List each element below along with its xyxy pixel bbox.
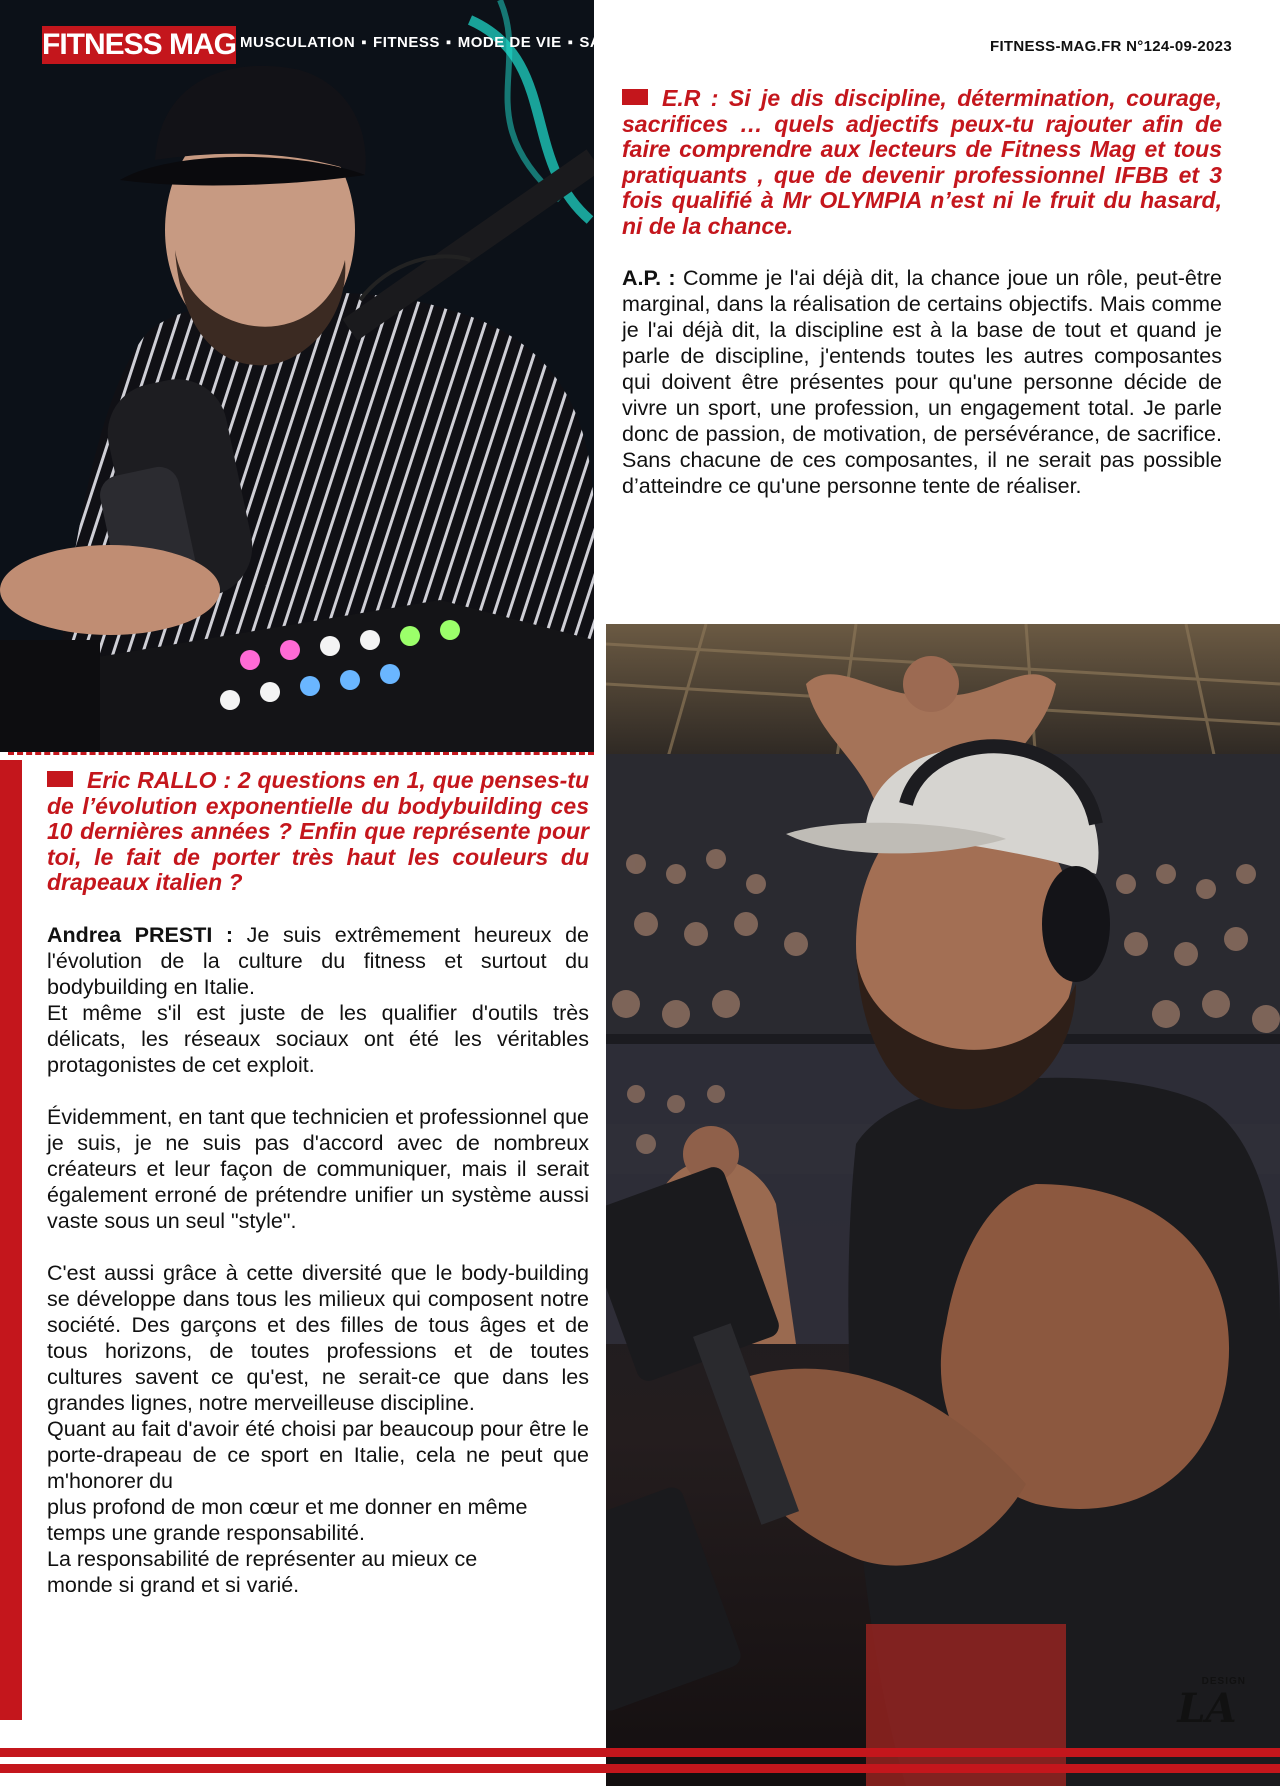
answer-text: Je suis extrêmement heureux de l'évolution de la culture du fitness et surtout du bodybuilding en Italie. xyxy=(47,922,589,999)
answer-paragraph-5c: La responsabilité de représenter au mieux ce monde si grand et si varié. xyxy=(47,1546,478,1597)
answer-paragraph-4: C'est aussi grâce à cette diversité que le body-building se développe dans tous les milieux qui composent notre société. Des garçons et des filles de tous âges et de tous horizons, de toutes professions et de toutes cultures savent ce qu'est, ne serait-ce que dans les grandes lignes, notre merveilleuse discipline. xyxy=(47,1260,589,1415)
interview-right-column xyxy=(622,86,1222,499)
answer-discipline xyxy=(622,265,1222,499)
left-accent-bar xyxy=(0,760,22,1720)
design-logo xyxy=(1168,1676,1246,1736)
bodybuilder-illustration xyxy=(606,624,1280,1786)
question-bullet-icon xyxy=(47,771,73,787)
interview-left-column xyxy=(47,768,589,1598)
answer-label: Andrea PRESTI : xyxy=(47,922,234,947)
nav-separator: ▪ xyxy=(567,34,574,51)
nav-separator: ▪ xyxy=(741,34,748,51)
nav-item-sante[interactable]: SANTÉ xyxy=(579,34,633,51)
question-bullet-icon xyxy=(622,89,648,105)
question-text: Eric RALLO : 2 questions en 1, que penses-tu de l’évolution exponentielle du bodybuilding ces 10 dernières années ? Enfin que représente pour toi, le fait de porter très haut les couleurs du drapeaux italien ? xyxy=(47,767,589,895)
question-discipline xyxy=(622,86,1222,239)
nav-item-mode-de-vie[interactable]: MODE DE VIE xyxy=(457,34,562,51)
photo-podcast-interview xyxy=(0,0,594,752)
question-text: E.R : Si je dis discipline, détermination, courage, sacrifices … quels adjectifs peux-tu rajouter afin de faire comprendre aux lecteurs de Fitness Mag et tous pratiquants , que de devenir professionnel IFBB et 3 fois qualifié à Mr OLYMPIA n’est ni le fruit du hasard, ni de la chance. xyxy=(622,85,1222,239)
answer-paragraph-2: Et même s'il est juste de les qualifier d'outils très délicats, les réseaux sociaux ont été les véritables protagonistes de cet exploit. xyxy=(47,1000,589,1077)
nav-separator: ▪ xyxy=(361,34,368,51)
answer-text: Comme je l'ai déjà dit, la chance joue un rôle, peut-être marginal, dans la réalisation de certains objectifs. Mais comme je l'ai déjà dit, la discipline est à la base de tout et quand je parle de discipline, j'entends toutes les autres composantes qui doivent être présentes pour qu'une personne décide de vivre un sport, une profession, un engagement total. Je parle donc de passion, de motivation, de persévérance, de sacrifice. Sans chacune de ces composantes, il ne serait pas possible d’atteindre ce qu'une personne tente de réaliser. xyxy=(622,266,1222,498)
answer-paragraph-5a: Quant au fait d'avoir été choisi par beaucoup pour être le porte-drapeau de ce sport en Italie, cela ne peut que m'honorer du xyxy=(47,1416,589,1493)
issue-number: FITNESS-MAG.FR N°124-09-2023 xyxy=(990,38,1232,55)
nav-item-fitness[interactable]: FITNESS xyxy=(373,34,440,51)
answer-label: A.P. : xyxy=(622,266,676,290)
photo-bodybuilder-dumbbell xyxy=(606,624,1280,1786)
design-logo-mark: LA xyxy=(1177,1685,1237,1732)
answer-paragraph-3: Évidemment, en tant que technicien et professionnel que je suis, je ne suis pas d'accord avec de nombreux créateurs et leur façon de communiquer, mais il serait également erroné de prétendre unifier un système aussi vaste sous un seul "style". xyxy=(47,1104,589,1233)
podcast-illustration xyxy=(0,0,594,752)
brand-logo[interactable]: FITNESS MAG xyxy=(42,26,236,64)
nav-separator: ▪ xyxy=(638,34,645,51)
nav-separator: ▪ xyxy=(445,34,452,51)
bottom-stripe xyxy=(0,1748,1280,1757)
answer-paragraph-1 xyxy=(47,922,589,1000)
bottom-stripe xyxy=(0,1764,1280,1773)
dashed-divider xyxy=(8,752,594,755)
section-nav xyxy=(240,34,845,51)
nav-item-longevite[interactable]: LONGÉVITÉ xyxy=(753,34,845,51)
nav-item-musculation[interactable]: MUSCULATION xyxy=(240,34,356,51)
question-bodybuilding xyxy=(47,768,589,896)
design-logo-top: DESIGN xyxy=(1201,1676,1246,1687)
answer-paragraph-5b: plus profond de mon cœur et me donner en même temps une grande responsabilité. xyxy=(47,1494,528,1545)
nav-item-bien-etre[interactable]: BIEN-ÊTRE xyxy=(650,34,736,51)
